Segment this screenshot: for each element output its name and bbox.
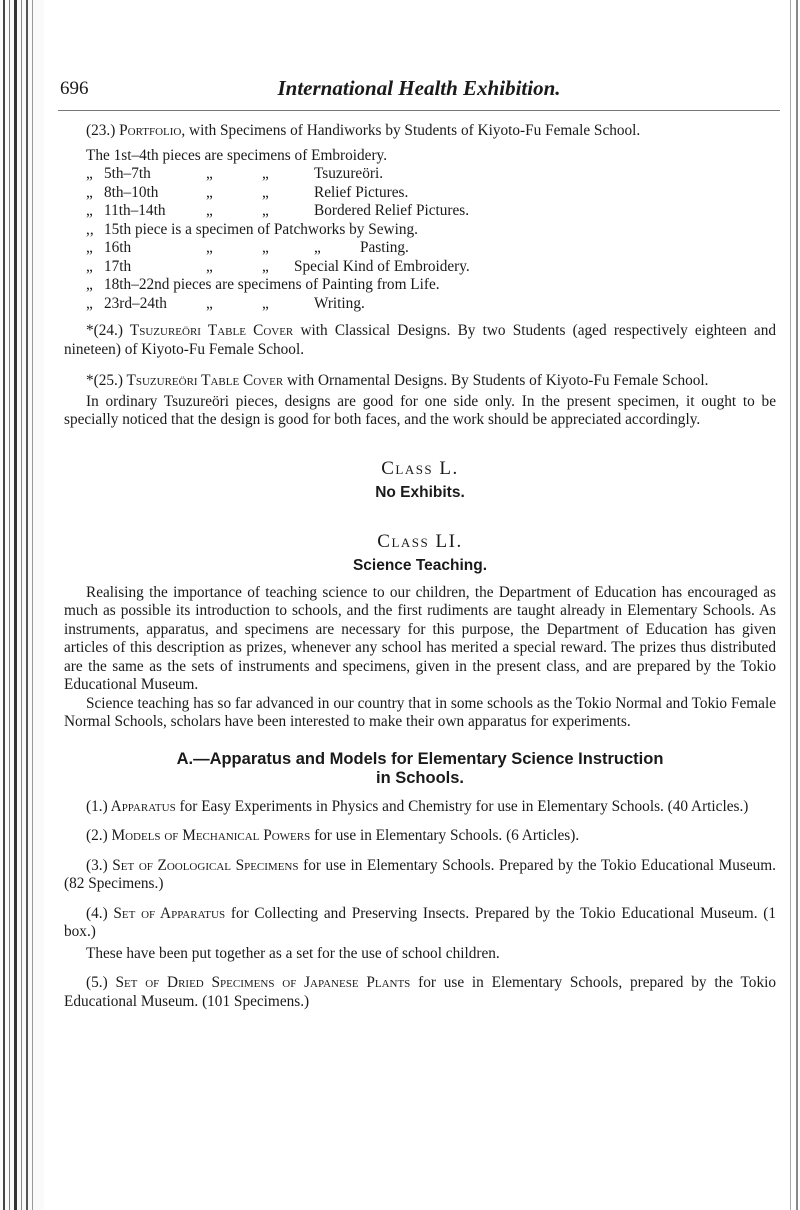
running-title: International Health Exhibition. (277, 76, 561, 100)
item-25-text: with Ornamental Designs. By Students of Kiyoto-Fu Female School. (286, 372, 709, 389)
section-a-item-4: (4.) Set of Apparatus for Collecting and Preserving Insects. Prepared by the Tokio Educational Museum. (1 box.) (64, 904, 777, 940)
class-li-para-1: Realising the importance of teaching science to our children, the Department of Education has encouraged as much as possible its introduction to schools, and the first rudiments are taught already in Elementary Schools. As instruments, apparatus, and specimens are necessary for this purpose, the Department of Education has given articles of this description as prizes, whenever any school has merited a special reward. The prizes thus distributed are the same as the sets of instruments and specimens, given in the present class, and are prepared by the Tokio Educational Museum. (64, 583, 776, 693)
list-item: „ 18th–22nd pieces are specimens of Painting from Life. (86, 276, 440, 293)
item-25 (64, 372, 776, 391)
section-a-item-5: (5.) Set of Dried Specimens of Japanese Plants for use in Elementary Schools, prepared by the Tokio Educational Museum. (101 Specimens.) (64, 974, 777, 1010)
page-right-edge (784, 0, 800, 1210)
item-23-text: with Specimens of Handiworks by Students of Kiyoto-Fu Female School. (189, 122, 641, 139)
item-24-text: with Classical Designs. By two Students (aged respectively eighteen and nineteen) of Kiyoto-Fu Female School. (64, 322, 777, 358)
class-li-title: Class LI. (377, 530, 463, 552)
item-23-list (86, 165, 776, 313)
page-content (58, 122, 780, 1011)
list-item: ,, 15th piece is a specimen of Patchworks by Sewing. (86, 220, 418, 238)
item-24 (64, 322, 776, 359)
list-item: „ 17th „ „ Special Kind of Embroidery. (86, 257, 470, 275)
section-a-item-4-note: These have been put together as a set for the use of school children. (86, 944, 500, 962)
running-header (58, 70, 780, 111)
section-a-item-2: (2.) Models of Mechanical Powers for use in Elementary Schools. (6 Articles). (86, 827, 580, 844)
item-24-label: *(24.) Tsuzureöri Table Cover (86, 322, 294, 339)
list-item: „ 5th–7th „ „ Tsuzureöri. (86, 165, 384, 182)
item-23-first-line: The 1st–4th pieces are specimens of Embroidery. (86, 146, 388, 164)
class-li-para-2: Science teaching has so far advanced in our country that in some schools as the Tokio Normal and Tokio Female Normal Schools, scholars have been interested to make their own apparatus for experiments. (64, 694, 776, 730)
item-23-label: (23.) Portfolio, (86, 122, 186, 139)
page-number: 696 (60, 78, 89, 99)
list-item: „ 8th–10th „ „ Relief Pictures. (86, 183, 409, 201)
class-l-subtitle: No Exhibits. (375, 484, 465, 501)
section-a-item-3: (3.) Set of Zoological Specimens for use in Elementary Schools. Prepared by the Tokio Educational Museum. (82 Specimens.) (64, 856, 776, 892)
list-item: „ 16th „ „ „ Pasting. (86, 239, 409, 256)
class-li-subtitle: Science Teaching. (352, 557, 488, 574)
page (58, 70, 780, 1011)
list-item: „ 23rd–24th „ „ Writing. (86, 294, 365, 312)
list-item: „ 11th–14th „ „ Bordered Relief Pictures. (86, 202, 470, 219)
item-25-label: *(25.) Tsuzureöri Table Cover (86, 372, 284, 389)
class-l-title: Class L. (381, 457, 459, 479)
item-23 (64, 122, 776, 141)
book-spine-edge (0, 0, 44, 1210)
section-a-heading: A.—Apparatus and Models for Elementary Science Instruction in Schools. (176, 749, 664, 787)
section-a-item-1: (1.) Apparatus for Easy Experiments in Physics and Chemistry for use in Elementary Schools. (40 Articles.) (86, 797, 749, 815)
item-25-note: In ordinary Tsuzureöri pieces, designs are good for one side only. In the present specimen, it ought to be specially noticed that the design is good for both faces, and the work should be appreciated accordingly. (64, 392, 776, 428)
